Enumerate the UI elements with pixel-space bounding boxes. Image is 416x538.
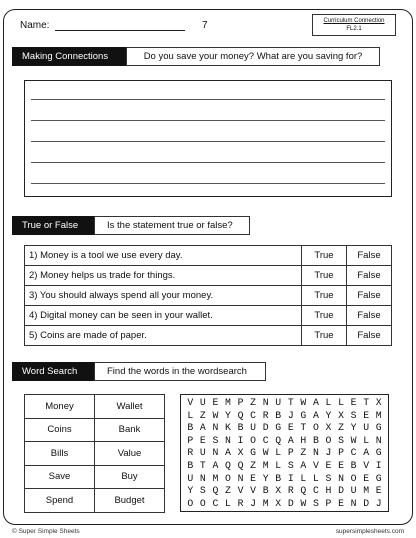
grid-letter[interactable]: G [375, 422, 382, 434]
name-label: Name: [20, 20, 50, 31]
grid-letter[interactable]: R [262, 409, 269, 421]
true-false-table [24, 245, 392, 346]
grid-letter[interactable]: D [338, 485, 344, 497]
true-option[interactable]: True [302, 306, 347, 326]
grid-letter[interactable]: Z [199, 409, 206, 421]
grid-letter[interactable]: Z [225, 485, 231, 497]
table-row [25, 465, 165, 489]
grid-letter[interactable]: W [212, 409, 219, 421]
grid-letter[interactable]: N [212, 422, 219, 434]
grid-letter[interactable]: L [312, 472, 319, 484]
writing-line [31, 120, 385, 121]
statement-cell: 3) You should always spend all your money. [25, 286, 302, 306]
grid-letter[interactable]: A [225, 447, 231, 459]
grid-letter[interactable]: J [287, 409, 294, 421]
grid-letter[interactable]: L [300, 472, 307, 484]
grid-letter[interactable]: L [275, 459, 282, 471]
grid-letter[interactable]: Q [237, 409, 244, 421]
grid-letter[interactable]: G [275, 422, 282, 434]
grid-letter[interactable]: Q [300, 485, 307, 497]
footer-copyright: © Super Simple Sheets [12, 528, 80, 535]
grid-letter[interactable]: Y [262, 472, 269, 484]
grid-row [184, 410, 385, 423]
word-list-item: Bills [25, 442, 95, 466]
grid-letter[interactable]: P [338, 447, 344, 459]
word-list-item: Value [95, 442, 165, 466]
grid-letter[interactable]: L [225, 497, 231, 509]
grid-letter[interactable]: S [199, 485, 206, 497]
grid-letter[interactable]: L [338, 397, 344, 408]
grid-letter[interactable]: T [363, 397, 370, 408]
grid-letter[interactable]: Z [250, 397, 257, 408]
curriculum-code: FL2.1 [346, 26, 362, 32]
grid-letter[interactable]: T [300, 422, 307, 434]
grid-letter[interactable]: B [275, 472, 282, 484]
false-option[interactable]: False [347, 266, 392, 286]
grid-letter[interactable]: H [325, 485, 332, 497]
grid-letter[interactable]: A [199, 422, 206, 434]
grid-letter[interactable]: B [187, 459, 194, 471]
grid-letter[interactable]: Y [350, 422, 357, 434]
grid-letter[interactable]: Z [338, 422, 344, 434]
grid-letter[interactable]: S [350, 409, 357, 421]
table-row [25, 442, 165, 466]
true-false-header [12, 216, 250, 235]
grid-row [184, 473, 385, 486]
statement-cell: 1) Money is a tool we use every day. [25, 246, 302, 266]
grid-letter[interactable]: M [225, 397, 231, 408]
statement-cell: 5) Coins are made of paper. [25, 326, 302, 346]
grid-letter[interactable]: U [187, 472, 194, 484]
grid-letter[interactable]: M [375, 409, 382, 421]
table-row [25, 489, 165, 513]
grid-letter[interactable]: M [262, 497, 269, 509]
grid-letter[interactable]: O [225, 472, 231, 484]
name-field[interactable] [20, 20, 185, 31]
grid-letter[interactable]: A [312, 397, 319, 408]
making-connections-prompt: Do you save your money? What are you saving for? [126, 47, 380, 66]
word-list-item: Bank [95, 418, 165, 442]
grid-letter[interactable]: O [350, 472, 357, 484]
grid-letter[interactable]: P [325, 497, 332, 509]
table-row [25, 395, 165, 419]
making-connections-header [12, 47, 380, 66]
statement-cell: 2) Money helps us trade for things. [25, 266, 302, 286]
grid-letter[interactable]: N [338, 472, 344, 484]
grid-letter[interactable]: I [237, 434, 244, 446]
grid-row [184, 422, 385, 435]
grid-letter[interactable]: L [275, 447, 282, 459]
grid-row [184, 397, 385, 410]
grid-letter[interactable]: D [262, 422, 269, 434]
grid-letter[interactable]: P [187, 434, 194, 446]
grid-letter[interactable]: I [287, 472, 294, 484]
grid-letter[interactable]: O [325, 434, 332, 446]
grid-letter[interactable]: E [338, 497, 344, 509]
writing-line [31, 162, 385, 163]
grid-letter[interactable]: E [338, 459, 344, 471]
grid-letter[interactable]: C [312, 485, 319, 497]
grid-letter[interactable]: J [325, 447, 332, 459]
writing-line [31, 141, 385, 142]
grid-letter[interactable]: Y [325, 409, 332, 421]
grid-letter[interactable]: S [212, 434, 219, 446]
grid-row [184, 485, 385, 498]
true-option[interactable]: True [302, 266, 347, 286]
grid-letter[interactable]: V [363, 459, 370, 471]
grid-letter[interactable]: L [187, 409, 194, 421]
grid-letter[interactable]: R [187, 447, 194, 459]
grid-letter[interactable]: O [312, 422, 319, 434]
table-row [25, 266, 392, 286]
grid-letter[interactable]: B [350, 459, 357, 471]
table-row [25, 326, 392, 346]
grid-letter[interactable]: V [250, 485, 257, 497]
grid-letter[interactable]: V [312, 459, 319, 471]
grid-letter[interactable]: E [250, 472, 257, 484]
grid-letter[interactable]: T [287, 397, 294, 408]
grid-letter[interactable]: X [275, 485, 282, 497]
grid-letter[interactable]: S [287, 459, 294, 471]
grid-letter[interactable]: S [312, 497, 319, 509]
grid-letter[interactable]: E [363, 472, 370, 484]
table-row [25, 286, 392, 306]
grid-letter[interactable]: E [363, 409, 370, 421]
grid-letter[interactable]: A [312, 409, 319, 421]
grid-letter[interactable]: O [199, 497, 206, 509]
grid-letter[interactable]: N [312, 447, 319, 459]
grid-row [184, 498, 385, 511]
table-row [25, 418, 165, 442]
word-list-item: Coins [25, 418, 95, 442]
grid-row [184, 460, 385, 473]
grid-letter[interactable]: J [250, 497, 257, 509]
word-list-item: Buy [95, 465, 165, 489]
grid-letter[interactable]: C [250, 409, 257, 421]
grid-letter[interactable]: W [300, 497, 307, 509]
grid-letter[interactable]: U [275, 397, 282, 408]
grid-letter[interactable]: N [375, 434, 382, 446]
grid-letter[interactable]: S [338, 434, 344, 446]
grid-letter[interactable]: V [237, 485, 244, 497]
grid-letter[interactable]: Y [187, 485, 194, 497]
grid-letter[interactable]: N [350, 497, 357, 509]
grid-letter[interactable]: O [250, 434, 257, 446]
grid-letter[interactable]: A [300, 459, 307, 471]
grid-letter[interactable]: N [225, 434, 231, 446]
table-row [25, 306, 392, 326]
grid-row [184, 447, 385, 460]
grid-letter[interactable]: E [325, 459, 332, 471]
true-false-prompt: Is the statement true or false? [94, 216, 250, 235]
writing-line [31, 183, 385, 184]
statement-cell: 4) Digital money can be seen in your wallet. [25, 306, 302, 326]
grid-letter[interactable]: O [187, 497, 194, 509]
grid-letter[interactable]: W [262, 447, 269, 459]
grid-letter[interactable]: G [375, 472, 382, 484]
false-option[interactable]: False [347, 326, 392, 346]
grid-letter[interactable]: P [287, 447, 294, 459]
grid-letter[interactable]: A [212, 459, 219, 471]
grid-letter[interactable]: B [262, 485, 269, 497]
false-option[interactable]: False [347, 286, 392, 306]
wordsearch-grid[interactable] [180, 394, 389, 512]
curriculum-connection-box [312, 14, 396, 36]
grid-letter[interactable]: Q [212, 485, 219, 497]
word-list-item: Money [25, 395, 95, 419]
grid-letter[interactable]: Q [275, 434, 282, 446]
grid-letter[interactable]: B [237, 422, 244, 434]
grid-letter[interactable]: S [325, 472, 332, 484]
grid-letter[interactable]: P [237, 397, 244, 408]
grid-letter[interactable]: X [338, 409, 344, 421]
grid-letter[interactable]: Q [237, 459, 244, 471]
writing-lines-box[interactable] [24, 80, 392, 197]
grid-letter[interactable]: R [287, 485, 294, 497]
grid-letter[interactable]: W [300, 397, 307, 408]
word-search-prompt: Find the words in the wordsearch [94, 362, 266, 381]
grid-letter[interactable]: E [287, 422, 294, 434]
grid-letter[interactable]: Y [225, 409, 231, 421]
grid-letter[interactable]: X [275, 497, 282, 509]
grid-letter[interactable]: R [237, 497, 244, 509]
footer-website[interactable]: supersimplesheets.com [335, 528, 404, 535]
grid-letter[interactable]: E [212, 397, 219, 408]
true-false-label: True or False [12, 216, 94, 235]
grid-letter[interactable]: B [275, 409, 282, 421]
grid-letter[interactable]: K [225, 422, 231, 434]
grid-letter[interactable]: U [363, 422, 370, 434]
grid-letter[interactable]: X [237, 447, 244, 459]
true-option[interactable]: True [302, 246, 347, 266]
name-blank-line[interactable] [55, 21, 185, 31]
grid-letter[interactable]: N [212, 447, 219, 459]
false-option[interactable]: False [347, 306, 392, 326]
grid-letter[interactable]: D [287, 497, 294, 509]
grid-letter[interactable]: M [212, 472, 219, 484]
word-list-item: Wallet [95, 395, 165, 419]
grid-letter[interactable]: L [363, 434, 370, 446]
grid-row [184, 435, 385, 448]
grid-letter[interactable]: N [199, 472, 206, 484]
grid-letter[interactable]: X [375, 397, 382, 408]
grid-letter[interactable]: H [300, 434, 307, 446]
grid-letter[interactable]: N [262, 397, 269, 408]
word-search-label: Word Search [12, 362, 94, 381]
grid-letter[interactable]: X [325, 422, 332, 434]
grid-letter[interactable]: A [363, 447, 370, 459]
table-row [25, 246, 392, 266]
grid-letter[interactable]: A [287, 434, 294, 446]
grid-letter[interactable]: C [262, 434, 269, 446]
grid-letter[interactable]: Z [300, 447, 307, 459]
making-connections-label: Making Connections [12, 47, 126, 66]
word-list-item: Budget [95, 489, 165, 513]
grid-letter[interactable]: B [312, 434, 319, 446]
false-option[interactable]: False [347, 246, 392, 266]
grid-letter[interactable]: M [262, 459, 269, 471]
grid-letter[interactable]: E [350, 397, 357, 408]
grid-letter[interactable]: Z [250, 459, 257, 471]
grid-letter[interactable]: M [363, 485, 370, 497]
grid-letter[interactable]: V [187, 397, 194, 408]
word-search-header [12, 362, 266, 381]
word-list-table [24, 394, 165, 513]
writing-line [31, 99, 385, 100]
word-list-item: Save [25, 465, 95, 489]
grid-letter[interactable]: J [375, 497, 382, 509]
grid-letter[interactable]: D [363, 497, 370, 509]
grid-letter[interactable]: G [250, 447, 257, 459]
grid-letter[interactable]: E [199, 434, 206, 446]
grid-letter[interactable]: N [237, 472, 244, 484]
grid-letter[interactable]: U [350, 485, 357, 497]
grid-letter[interactable]: Q [225, 459, 231, 471]
grid-letter[interactable]: B [187, 422, 194, 434]
true-option[interactable]: True [302, 326, 347, 346]
grid-letter[interactable]: C [212, 497, 219, 509]
grid-letter[interactable]: G [375, 447, 382, 459]
page-number: 7 [202, 20, 208, 31]
grid-letter[interactable]: L [325, 397, 332, 408]
grid-letter[interactable]: U [199, 447, 206, 459]
word-list-item: Spend [25, 489, 95, 513]
curriculum-connection-title: Curriculum Connection [323, 18, 385, 24]
grid-letter[interactable]: U [250, 422, 257, 434]
true-option[interactable]: True [302, 286, 347, 306]
grid-letter[interactable]: E [375, 485, 382, 497]
grid-letter[interactable]: C [350, 447, 357, 459]
grid-letter[interactable]: T [199, 459, 206, 471]
grid-letter[interactable]: U [199, 397, 206, 408]
grid-letter[interactable]: I [375, 459, 382, 471]
grid-letter[interactable]: W [350, 434, 357, 446]
grid-letter[interactable]: G [300, 409, 307, 421]
